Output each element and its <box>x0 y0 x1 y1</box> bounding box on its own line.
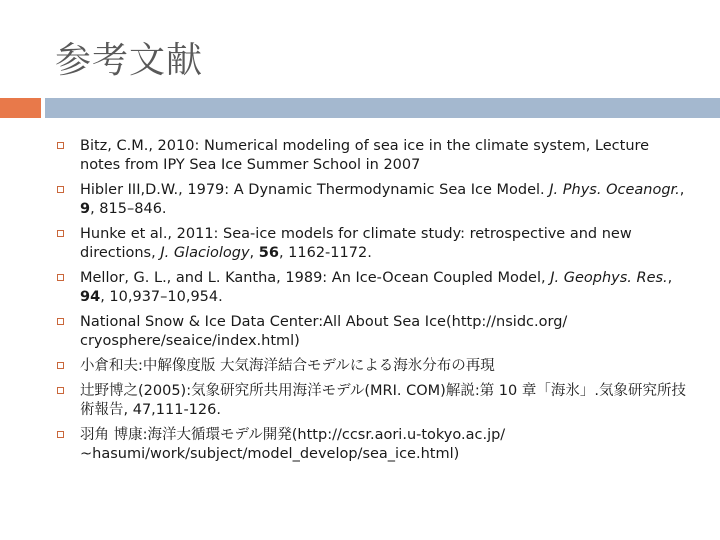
square-bullet-icon <box>57 318 64 325</box>
reference-text-part: , <box>667 270 673 286</box>
square-bullet-icon <box>57 274 64 281</box>
reference-text-part: 辻野博之(2005):気象研究所共用海洋モデル(MRI. COM)解説:第 10 章「海氷」.気象研究所技術報告, 47,111-126. <box>80 383 686 418</box>
square-bullet-icon <box>57 142 64 149</box>
reference-item <box>57 137 687 175</box>
reference-text <box>80 314 567 349</box>
reference-text <box>80 427 505 462</box>
reference-text-part: J. Glaciology <box>160 245 250 261</box>
reference-item <box>57 225 687 263</box>
reference-text-part: 9 <box>80 201 91 217</box>
title-band <box>45 98 720 118</box>
reference-list <box>57 137 687 470</box>
reference-text-part: J. Geophys. Res. <box>550 270 668 286</box>
reference-text-part: J. Phys. Oceanogr. <box>549 182 680 198</box>
reference-text-part: , <box>249 245 259 261</box>
reference-text <box>80 226 632 261</box>
reference-item <box>57 181 687 219</box>
reference-item <box>57 382 687 420</box>
accent-bar <box>0 98 41 118</box>
square-bullet-icon <box>57 186 64 193</box>
reference-text-part: , 1162-1172. <box>278 245 372 261</box>
reference-text-part: National Snow & Ice Data Center:All About Sea Ice(http://nsidc.org/ cryosphere/seaice/index.html) <box>80 314 568 349</box>
reference-text-part: 羽角 博康:海洋大循環モデル開発(http://ccsr.aori.u-tokyo.ac.jp/ ~hasumi/work/subject/model_develop/sea_ice.html) <box>80 427 506 462</box>
reference-text <box>80 182 684 217</box>
reference-text-part: Bitz, C.M., 2010: Numerical modeling of sea ice in the climate system, Lecture notes from IPY Sea Ice Summer School in 2007 <box>80 138 650 173</box>
reference-text <box>80 383 686 418</box>
square-bullet-icon <box>57 431 64 438</box>
reference-text-part: Hunke et al., 2011: Sea-ice models for climate study: retrospective and new directions, <box>80 226 632 261</box>
square-bullet-icon <box>57 362 64 369</box>
reference-item <box>57 313 687 351</box>
reference-text-part: Hibler III,D.W., 1979: A Dynamic Thermodynamic Sea Ice Model. <box>80 182 550 198</box>
reference-text-part: 小倉和夫:中解像度版 大気海洋結合モデルによる海氷分布の再現 <box>80 358 495 374</box>
square-bullet-icon <box>57 230 64 237</box>
reference-item <box>57 357 687 376</box>
reference-text-part: Mellor, G. L., and L. Kantha, 1989: An Ice-Ocean Coupled Model, <box>80 270 551 286</box>
square-bullet-icon <box>57 387 64 394</box>
reference-text <box>80 358 495 374</box>
reference-item <box>57 269 687 307</box>
reference-item <box>57 426 687 464</box>
reference-text <box>80 138 649 173</box>
reference-text-part: , 10,937–10,954. <box>100 289 223 305</box>
reference-text-part: 94 <box>80 289 101 305</box>
slide-title: 参考文献 <box>55 40 204 81</box>
reference-text-part: , 815–846. <box>90 201 167 217</box>
reference-text-part: , <box>679 182 685 198</box>
reference-text-part: 56 <box>258 245 279 261</box>
reference-text <box>80 270 672 305</box>
